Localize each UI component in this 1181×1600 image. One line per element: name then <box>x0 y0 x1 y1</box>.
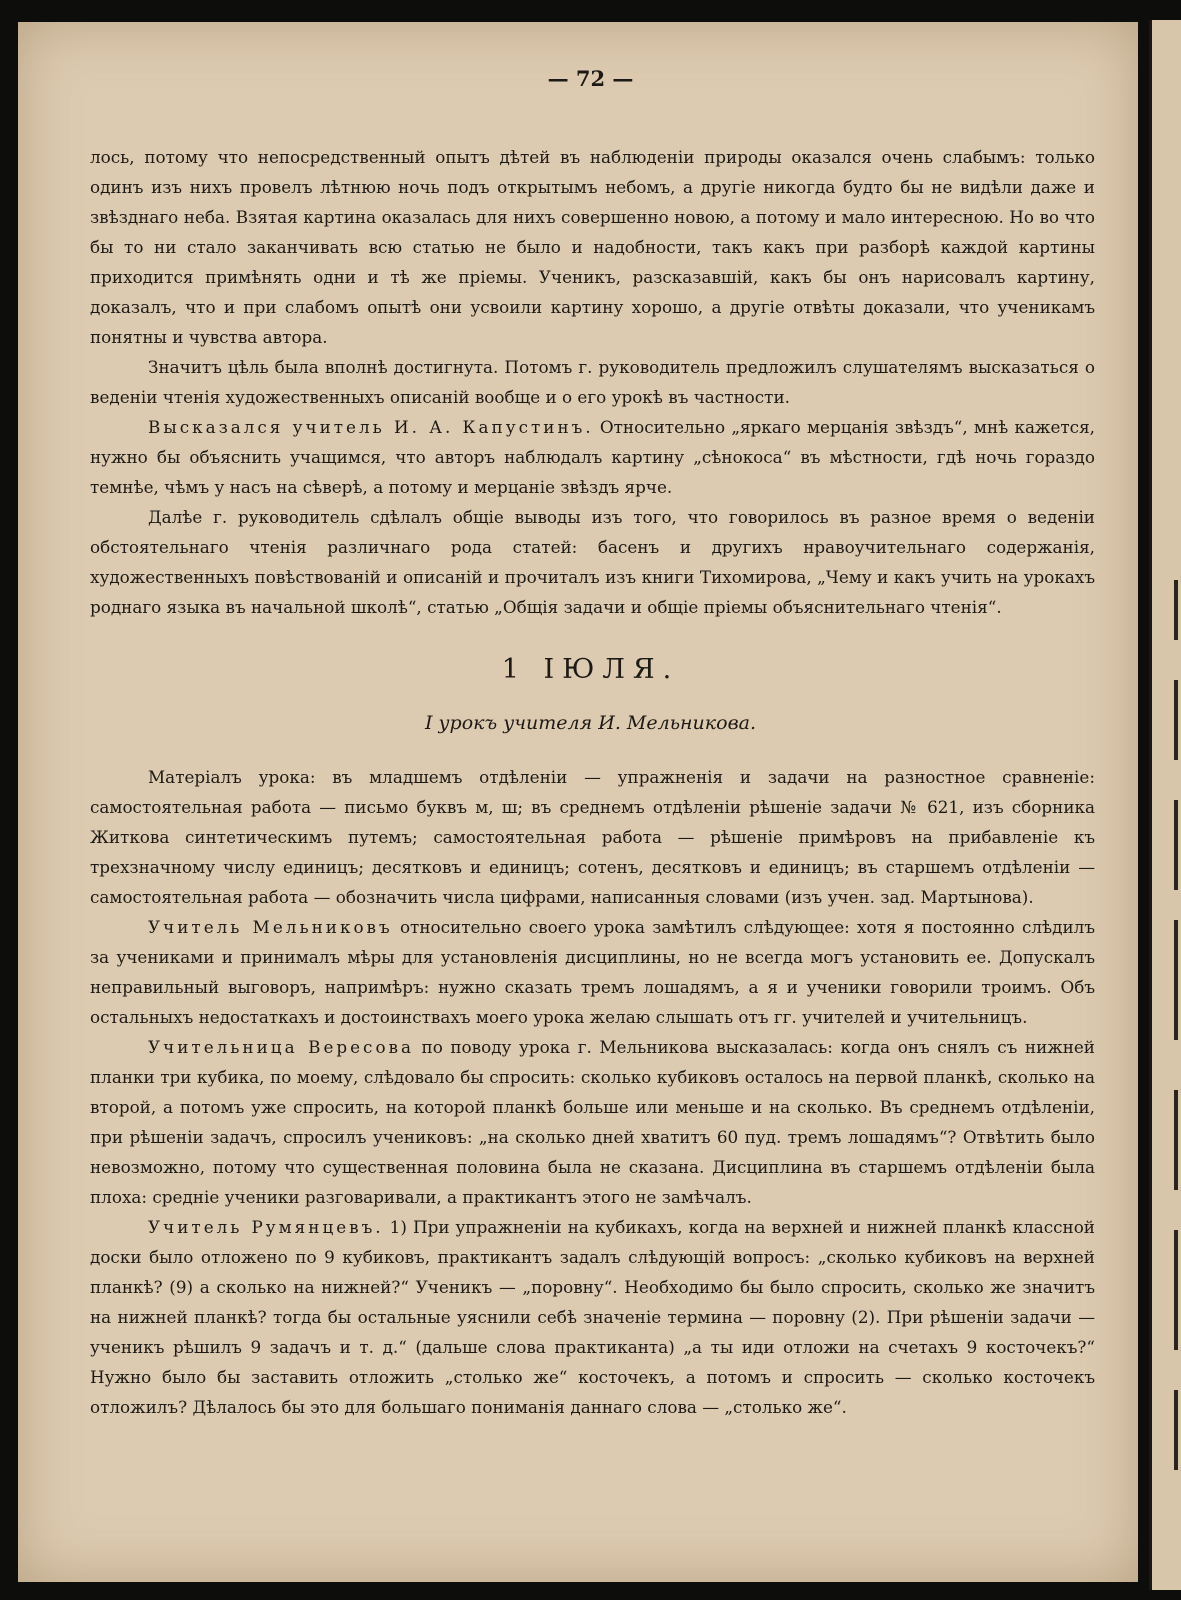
section-lesson-discussion <box>90 762 1095 1422</box>
paragraph-conclusions: Далѣе г. руководитель сдѣлалъ общіе выводы изъ того, что говорилось въ разное время о веденіи обстоятельнаго чтенія различнаго рода статей: басенъ и другихъ нравоучительнаго содержанія, художественныхъ повѣствованій и описаній и прочиталъ изъ книги Тихомирова, „Чему и какъ учить на урокахъ роднаго языка въ начальной школѣ“, статью „Общія задачи и общіе пріемы объяснительнаго чтенія“. <box>90 507 1095 617</box>
adjacent-page-edge <box>1149 20 1181 1590</box>
speaker-name: Учитель Мельниковъ <box>148 917 393 937</box>
speaker-name: Высказался учитель И. А. Капустинъ. <box>148 417 594 437</box>
paragraph-text: по поводу урока г. Мельникова высказалась: когда онъ снялъ съ нижней планки три кубика, по моему, слѣдовало бы спросить: сколько кубиковъ осталось на первой планкѣ, сколько на второй, а потомъ уже спросить, на которой планкѣ больше или меньше и на сколько. Въ среднемъ отдѣленіи, при рѣшеніи задачъ, спросилъ учениковъ: „на сколько дней хватитъ 60 пуд. тремъ лошадямъ“? Отвѣтить было невозможно, потому что существенная половина была не сказана. Дисциплина въ старшемъ отдѣленіи была плоха: средніе ученики разговаривали, а практикантъ этого не замѣчалъ. <box>90 1037 1095 1207</box>
paragraph-text: 1) При упражненіи на кубикахъ, когда на верхней и нижней планкѣ классной доски было отложено по 9 кубиковъ, практикантъ задалъ слѣдующій вопросъ: „сколько кубиковъ на верхней планкѣ? (9) а сколько на нижней?“ Ученикъ — „поровну“. Необходимо бы было спросить, сколько же значитъ на нижней планкѣ? тогда бы остальные уяснили себѣ значеніе термина — поровну (2). При рѣшеніи задачи — ученикъ рѣшилъ 9 задачъ и т. д.“ (дальше слова практиканта) „а ты иди отложи на счетахъ 9 косточекъ?“ Нужно было бы заставить отложить „столько же“ косточекъ, а потомъ и спросить — сколько косточекъ отложилъ? Дѣлалось бы это для большаго пониманія даннаго слова — „столько же“. <box>90 1217 1095 1417</box>
paragraph-text: относительно своего урока замѣтилъ слѣдующее: хотя я постоянно слѣдилъ за учениками и принималъ мѣры для установленія дисциплины, но не всегда могъ установить ее. Допускалъ неправильный выговоръ, напримѣръ: нужно сказать тремъ лошадямъ, а я и ученики говорили троимъ. Объ остальныхъ недостаткахъ и достоинствахъ моего урока желаю слышать отъ гг. учителей и учительницъ. <box>90 917 1096 1027</box>
paragraph-veresova <box>90 1032 1095 1212</box>
date-heading: 1 ІЮЛЯ. <box>501 654 680 685</box>
paragraph-goal-achieved: Значитъ цѣль была вполнѣ достигнута. Потомъ г. руководитель предложилъ слушателямъ высказаться о веденіи чтенія художественныхъ описаній вообще и о его урокѣ въ частности. <box>90 357 1095 407</box>
speaker-name: Учитель Румянцевъ. <box>148 1217 384 1237</box>
paragraph-rumyantsev <box>90 1212 1095 1422</box>
paragraph-continuation: лось, потому что непосредственный опытъ дѣтей въ наблюденіи природы оказался очень слабымъ: только одинъ изъ нихъ провелъ лѣтнюю ночь подъ открытымъ небомъ, а другіе никогда будто бы не видѣли даже и звѣзднаго неба. Взятая картина оказалась для нихъ совершенно новою, а потому и мало интересною. Но во что бы то ни стало заканчивать всю статью не было и надобности, такъ какъ при разборѣ каждой картины приходится примѣнять одни и тѣ же пріемы. Ученикъ, разсказавшій, какъ бы онъ нарисовалъ картину, доказалъ, что и при слабомъ опытѣ они усвоили картину хорошо, а другіе отвѣты доказали, что ученикамъ понятны и чувства автора. <box>90 147 1095 347</box>
section-before-date <box>90 142 1095 622</box>
paragraph-melnikov <box>90 912 1095 1032</box>
lesson-heading: І урокъ учителя И. Мельникова. <box>424 712 757 734</box>
speaker-name: Учительница Вересова <box>148 1037 415 1057</box>
paragraph-lesson-material: Матеріалъ урока: въ младшемъ отдѣленіи — упражненія и задачи на разностное сравненіе: самостоятельная работа — письмо буквъ м, ш; въ среднемъ отдѣленіи рѣшеніе задачи № 621, изъ сборника Житкова синтетическимъ путемъ; самостоятельная работа — рѣшеніе примѣровъ на прибавленіе къ трехзначному числу единицъ; десятковъ и единицъ; сотенъ, десятковъ и единицъ; въ старшемъ отдѣленіи — самостоятельная работа — обозначить числа цифрами, написанныя словами (изъ учен. зад. Мартынова). <box>90 767 1095 907</box>
paragraph-text: Относительно „яркаго мерцанія звѣздъ“, мнѣ кажется, нужно бы объяснить учащимся, что авторъ наблюдалъ картину „сѣнокоса“ въ мѣстности, гдѣ ночь гораздо темнѣе, чѣмъ у насъ на сѣверѣ, а потому и мерцаніе звѣздъ ярче. <box>90 417 1095 497</box>
page-number: — 72 — <box>547 66 634 91</box>
paragraph-kapustin <box>90 412 1095 502</box>
